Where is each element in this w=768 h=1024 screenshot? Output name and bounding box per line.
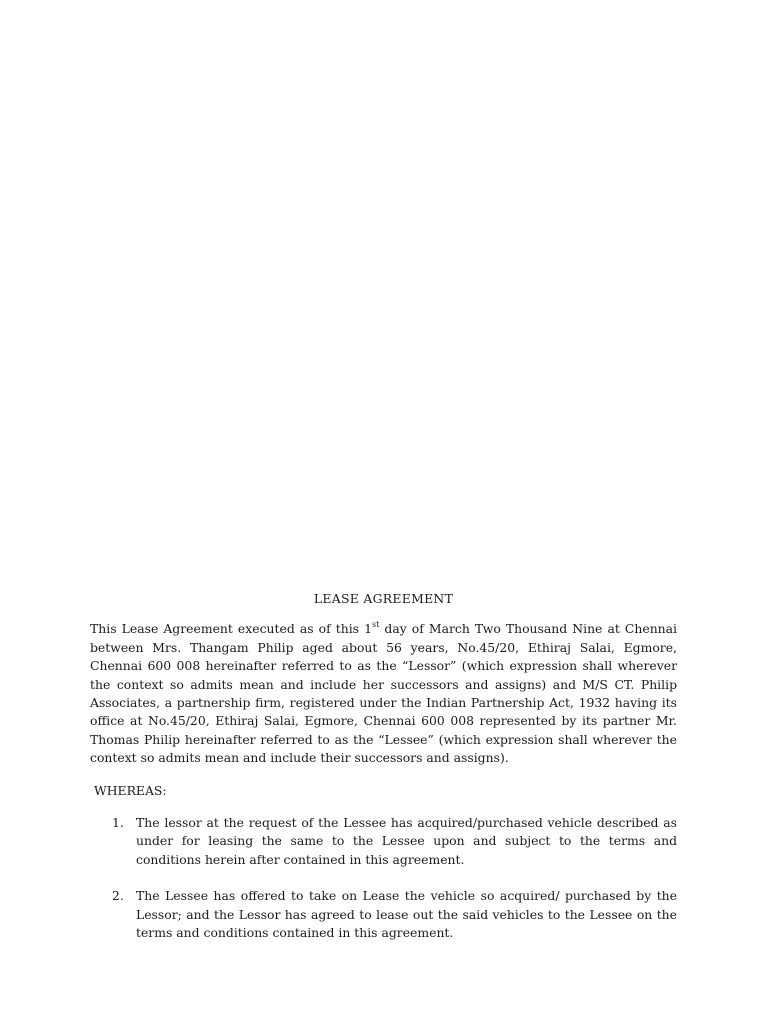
intro-paragraph	[90, 620, 677, 767]
clause-item	[90, 887, 677, 942]
clause-text: The Lessee has offered to take on Lease the vehicle so acquired/ purchased by the Lessor; and the Lessor has agreed to lease out the said vehicles to the Lessee on the terms and conditions contained in this agreement.	[136, 888, 677, 941]
whereas-heading: WHEREAS:	[94, 782, 167, 798]
clause-number: 1.	[112, 815, 124, 831]
clause-number: 2.	[112, 888, 124, 904]
clause-text: The lessor at the request of the Lessee has acquired/purchased vehicle described as under for leasing the same to the Lessee upon and subject to the terms and conditions herein after contained in this agreement.	[136, 815, 677, 867]
document-title: LEASE AGREEMENT	[313, 591, 454, 606]
intro-ordinal-suffix: st	[372, 620, 380, 630]
intro-text-part2: day of March Two Thousand Nine at Chennai between Mrs. Thangam Philip aged about 56 years, No.45/20, Ethiraj Salai, Egmore, Chennai 600 008 hereinafter referred to as the “Lessor” (which expression shall wherever the context so admits mean and include her successors and assigns) and M/S CT. Philip Associates, a partnership firm, registered under the Indian Partnership Act, 1932 having its office at No.45/20, Ethiraj Salai, Egmore, Chennai 600 008 represented by its partner Mr. Thomas Philip hereinafter referred to as the “Lessee” (which expression shall wherever the context so admits mean and include their successors and assigns).	[90, 621, 678, 766]
clause-item	[90, 814, 677, 869]
document-body	[90, 590, 677, 961]
clause-list	[90, 814, 677, 942]
intro-text-part1: This Lease Agreement executed as of this 1	[90, 621, 372, 637]
